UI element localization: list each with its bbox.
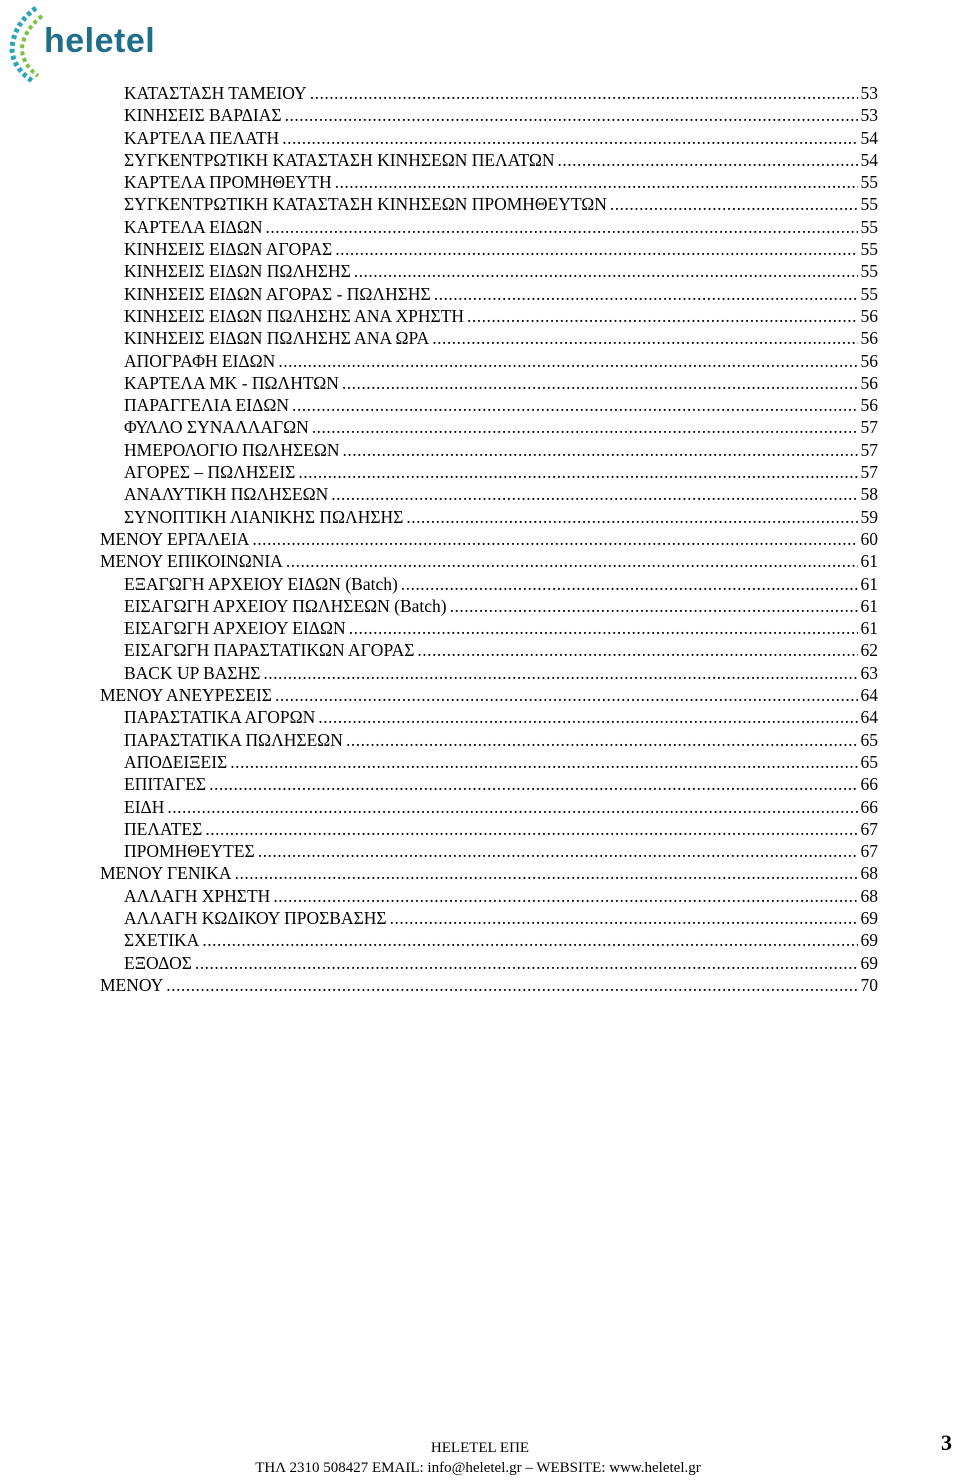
toc-entry[interactable] — [100, 595, 878, 617]
toc-entry-title: ΚΑΤΑΣΤΑΣΗ ΤΑΜΕΙΟΥ — [124, 83, 307, 103]
toc-entry[interactable] — [100, 929, 878, 951]
toc-leader-dots — [335, 238, 857, 260]
toc-entry-page: 54 — [860, 127, 878, 148]
table-of-contents — [100, 82, 878, 996]
toc-entry-page: 56 — [860, 372, 878, 393]
toc-entry-page: 61 — [860, 618, 878, 639]
toc-entry[interactable] — [100, 751, 878, 773]
toc-entry[interactable] — [100, 104, 878, 126]
toc-entry-page: 55 — [860, 172, 878, 193]
toc-entry[interactable] — [100, 327, 878, 349]
toc-entry-page: 64 — [860, 685, 878, 706]
toc-entry[interactable] — [100, 238, 878, 260]
toc-entry[interactable] — [100, 350, 878, 372]
toc-entry-page: 56 — [860, 350, 878, 371]
toc-leader-dots — [230, 751, 857, 773]
toc-entry[interactable] — [100, 193, 878, 215]
toc-leader-dots — [273, 885, 857, 907]
toc-entry-title: ΕΞΟΔΟΣ — [124, 952, 192, 973]
toc-entry-page: 61 — [860, 595, 878, 616]
toc-entry[interactable] — [100, 372, 878, 394]
toc-entry-page: 69 — [860, 907, 878, 928]
toc-entry-title: ΠΑΡΑΣΤΑΤΙΚΑ ΠΩΛΗΣΕΩΝ — [124, 729, 343, 750]
toc-entry[interactable] — [100, 439, 878, 461]
toc-entry-title: ΦΥΛΛΟ ΣΥΝΑΛΛΑΓΩΝ — [124, 417, 309, 438]
toc-entry[interactable] — [100, 796, 878, 818]
toc-entry[interactable] — [100, 260, 878, 282]
toc-leader-dots — [209, 773, 857, 795]
logo-text: heletel — [44, 22, 156, 60]
toc-entry-title: ΗΜΕΡΟΛΟΓΙΟ ΠΩΛΗΣΕΩΝ — [124, 439, 340, 460]
toc-entry-page: 67 — [860, 841, 878, 862]
toc-leader-dots — [349, 617, 858, 639]
toc-leader-dots — [195, 952, 858, 974]
toc-entry-title: ΚΙΝΗΣΕΙΣ ΒΑΡΔΙΑΣ — [124, 105, 282, 126]
toc-entry-title: ΣΥΝΟΠΤΙΚΗ ΛΙΑΝΙΚΗΣ ΠΩΛΗΣΗΣ — [124, 506, 404, 527]
toc-leader-dots — [467, 305, 857, 327]
toc-entry[interactable] — [100, 818, 878, 840]
toc-entry-page: 66 — [860, 774, 878, 795]
toc-entry-title: ΕΠΙΤΑΓΕΣ — [124, 774, 207, 795]
toc-leader-dots — [417, 639, 857, 661]
toc-entry-page: 61 — [860, 573, 878, 594]
toc-leader-dots — [235, 862, 858, 884]
toc-entry[interactable] — [100, 171, 878, 193]
heletel-logo — [6, 4, 176, 84]
toc-leader-dots — [335, 171, 858, 193]
toc-entry-title: ΑΠΟΔΕΙΞΕΙΣ — [124, 751, 228, 772]
toc-entry[interactable] — [100, 974, 878, 996]
toc-leader-dots — [406, 506, 857, 528]
toc-entry[interactable] — [100, 840, 878, 862]
toc-entry[interactable] — [100, 662, 878, 684]
toc-entry-page: 68 — [860, 863, 878, 884]
toc-entry-title: ΚΑΡΤΕΛΑ ΠΡΟΜΗΘΕΥΤΗ — [124, 172, 332, 193]
toc-entry-page: 55 — [860, 261, 878, 282]
toc-entry-title: ΠΑΡΑΣΤΑΤΙΚΑ ΑΓΟΡΩΝ — [124, 707, 316, 728]
toc-entry-title: ΚΑΡΤΕΛΑ ΕΙΔΩΝ — [124, 216, 263, 237]
toc-leader-dots — [434, 283, 858, 305]
toc-entry-page: 53 — [860, 83, 878, 103]
toc-leader-dots — [390, 907, 858, 929]
toc-entry-title: ΚΑΡΤΕΛΑ ΠΕΛΑΤΗ — [124, 127, 280, 148]
toc-entry-title: ΣΥΓΚΕΝΤΡΩΤΙΚΗ ΚΑΤΑΣΤΑΣΗ ΚΙΝΗΣΕΩΝ ΠΡΟΜΗΘΕΥΤΩΝ — [124, 194, 607, 215]
toc-leader-dots — [285, 104, 858, 126]
toc-entry[interactable] — [100, 550, 878, 572]
toc-entry[interactable] — [100, 952, 878, 974]
toc-entry-page: 64 — [860, 707, 878, 728]
toc-entry[interactable] — [100, 305, 878, 327]
toc-entry[interactable] — [100, 573, 878, 595]
toc-leader-dots — [610, 193, 858, 215]
toc-leader-dots — [205, 818, 857, 840]
toc-entry-page: 67 — [860, 818, 878, 839]
toc-entry-page: 62 — [860, 640, 878, 661]
toc-entry-page: 66 — [860, 796, 878, 817]
toc-entry-title: ΚΑΡΤΕΛΑ ΜΚ - ΠΩΛΗΤΩΝ — [124, 372, 339, 393]
toc-entry-page: 55 — [860, 216, 878, 237]
toc-entry-title: ΣΧΕΤΙΚΑ — [124, 930, 200, 951]
toc-entry-page: 70 — [860, 974, 878, 995]
toc-leader-dots — [167, 796, 857, 818]
toc-leader-dots — [275, 684, 858, 706]
footer-company: HELETEL ΕΠΕ — [430, 1440, 530, 1456]
toc-entry-title: ΑΓΟΡΕΣ – ΠΩΛΗΣΕΙΣ — [124, 462, 296, 483]
toc-leader-dots — [202, 929, 857, 951]
toc-entry-title: ΚΙΝΗΣΕΙΣ ΕΙΔΩΝ ΑΓΟΡΑΣ — [124, 239, 333, 260]
toc-leader-dots — [331, 483, 857, 505]
toc-entry[interactable] — [100, 149, 878, 171]
toc-entry-title: ΠΕΛΑΤΕΣ — [124, 818, 203, 839]
toc-entry[interactable] — [100, 127, 878, 149]
toc-entry-title: ΕΞΑΓΩΓΗ ΑΡΧΕΙΟΥ ΕΙΔΩΝ (Batch) — [124, 573, 398, 594]
toc-leader-dots — [432, 327, 857, 349]
toc-leader-dots — [258, 840, 858, 862]
toc-entry-page: 61 — [860, 551, 878, 572]
toc-leader-dots — [346, 729, 858, 751]
toc-entry-page: 63 — [860, 662, 878, 683]
toc-entry-page: 57 — [860, 462, 878, 483]
toc-leader-dots — [310, 82, 858, 104]
toc-entry-title: ΕΙΔΗ — [124, 796, 165, 817]
toc-entry-page: 65 — [860, 751, 878, 772]
toc-entry-page: 58 — [860, 484, 878, 505]
toc-entry[interactable] — [100, 862, 878, 884]
toc-entry[interactable] — [100, 82, 878, 104]
toc-entry-title: ΜΕΝΟΥ ΕΡΓΑΛΕΙΑ — [100, 528, 250, 549]
toc-leader-dots — [342, 439, 857, 461]
toc-entry-title: ΠΡΟΜΗΘΕΥΤΕΣ — [124, 841, 255, 862]
toc-entry-page: 65 — [860, 729, 878, 750]
toc-leader-dots — [263, 662, 857, 684]
toc-entry-title: ΕΙΣΑΓΩΓΗ ΑΡΧΕΙΟΥ ΠΩΛΗΣΕΩΝ (Batch) — [124, 595, 447, 616]
toc-entry[interactable] — [100, 729, 878, 751]
toc-leader-dots — [557, 149, 857, 171]
toc-entry-title: ΜΕΝΟΥ ΑΝΕΥΡΕΣΕΙΣ — [100, 685, 272, 706]
toc-entry[interactable] — [100, 706, 878, 728]
toc-leader-dots — [166, 974, 857, 996]
toc-entry-title: ΚΙΝΗΣΕΙΣ ΕΙΔΩΝ ΠΩΛΗΣΗΣ ΑΝΑ ΧΡΗΣΤΗ — [124, 305, 465, 326]
toc-leader-dots — [318, 706, 857, 728]
toc-leader-dots — [401, 573, 858, 595]
toc-entry-title: ΑΛΛΑΓΗ ΚΩΔΙΚΟΥ ΠΡΟΣΒΑΣΗΣ — [124, 907, 387, 928]
toc-entry-title: ΕΙΣΑΓΩΓΗ ΠΑΡΑΣΤΑΤΙΚΩΝ ΑΓΟΡΑΣ — [124, 640, 415, 661]
toc-leader-dots — [282, 127, 857, 149]
toc-entry[interactable] — [100, 416, 878, 438]
page-number: 3 — [941, 1430, 952, 1455]
toc-leader-dots — [292, 394, 858, 416]
toc-entry-page: 69 — [860, 930, 878, 951]
toc-entry-title: ΜΕΝΟΥ ΕΠΙΚΟΙΝΩΝΙΑ — [100, 551, 283, 572]
toc-entry-title: ΚΙΝΗΣΕΙΣ ΕΙΔΩΝ ΠΩΛΗΣΗΣ ΑΝΑ ΩΡΑ — [124, 328, 430, 349]
toc-entry[interactable] — [100, 461, 878, 483]
toc-leader-dots — [450, 595, 858, 617]
toc-entry-page: 56 — [860, 395, 878, 416]
toc-entry[interactable] — [100, 394, 878, 416]
toc-entry-title: ΕΙΣΑΓΩΓΗ ΑΡΧΕΙΟΥ ΕΙΔΩΝ — [124, 618, 346, 639]
toc-entry-page: 55 — [860, 283, 878, 304]
toc-entry[interactable] — [100, 885, 878, 907]
toc-entry[interactable] — [100, 907, 878, 929]
toc-entry[interactable] — [100, 684, 878, 706]
toc-entry-title: ΣΥΓΚΕΝΤΡΩΤΙΚΗ ΚΑΤΑΣΤΑΣΗ ΚΙΝΗΣΕΩΝ ΠΕΛΑΤΩΝ — [124, 149, 555, 170]
toc-leader-dots — [286, 550, 858, 572]
toc-entry[interactable] — [100, 639, 878, 661]
toc-entry-title: ΠΑΡΑΓΓΕΛΙΑ ΕΙΔΩΝ — [124, 395, 289, 416]
toc-entry-title: ΚΙΝΗΣΕΙΣ ΕΙΔΩΝ ΑΓΟΡΑΣ - ΠΩΛΗΣΗΣ — [124, 283, 431, 304]
toc-entry-page: 56 — [860, 305, 878, 326]
toc-entry-page: 55 — [860, 194, 878, 215]
toc-entry-title: ΑΛΛΑΓΗ ΧΡΗΣΤΗ — [124, 885, 271, 906]
toc-entry-page: 57 — [860, 417, 878, 438]
footer-contact: ΤΗΛ 2310 508427 EMAIL: info@heletel.gr – WEBSITE: www.heletel.gr — [255, 1460, 701, 1476]
toc-entry[interactable] — [100, 528, 878, 550]
toc-entry-title: ΜΕΝΟΥ — [100, 974, 164, 995]
toc-entry-title: ΜΕΝΟΥ ΓΕΝΙΚΑ — [100, 863, 232, 884]
toc-entry-page: 56 — [860, 328, 878, 349]
toc-entry-page: 57 — [860, 439, 878, 460]
toc-entry[interactable] — [100, 283, 878, 305]
toc-leader-dots — [252, 528, 857, 550]
toc-leader-dots — [298, 461, 857, 483]
toc-leader-dots — [354, 260, 858, 282]
toc-entry[interactable] — [100, 773, 878, 795]
toc-entry-page: 59 — [860, 506, 878, 527]
toc-leader-dots — [266, 216, 858, 238]
toc-entry-title: ΑΠΟΓΡΑΦΗ ΕΙΔΩΝ — [124, 350, 276, 371]
toc-entry[interactable] — [100, 216, 878, 238]
toc-entry-page: 69 — [860, 952, 878, 973]
toc-leader-dots — [278, 350, 857, 372]
toc-entry[interactable] — [100, 617, 878, 639]
toc-entry-page: 53 — [860, 105, 878, 126]
toc-entry[interactable] — [100, 483, 878, 505]
logo-mark-icon — [6, 4, 46, 84]
toc-entry-page: 55 — [860, 239, 878, 260]
toc-entry-page: 60 — [860, 528, 878, 549]
toc-entry-title: BACK UP ΒΑΣΗΣ — [124, 662, 261, 683]
toc-entry[interactable] — [100, 506, 878, 528]
toc-entry-title: ΚΙΝΗΣΕΙΣ ΕΙΔΩΝ ΠΩΛΗΣΗΣ — [124, 261, 351, 282]
toc-entry-page: 68 — [860, 885, 878, 906]
toc-entry-page: 54 — [860, 149, 878, 170]
toc-leader-dots — [312, 416, 858, 438]
toc-leader-dots — [342, 372, 858, 394]
toc-entry-title: ΑΝΑΛΥΤΙΚΗ ΠΩΛΗΣΕΩΝ — [124, 484, 329, 505]
